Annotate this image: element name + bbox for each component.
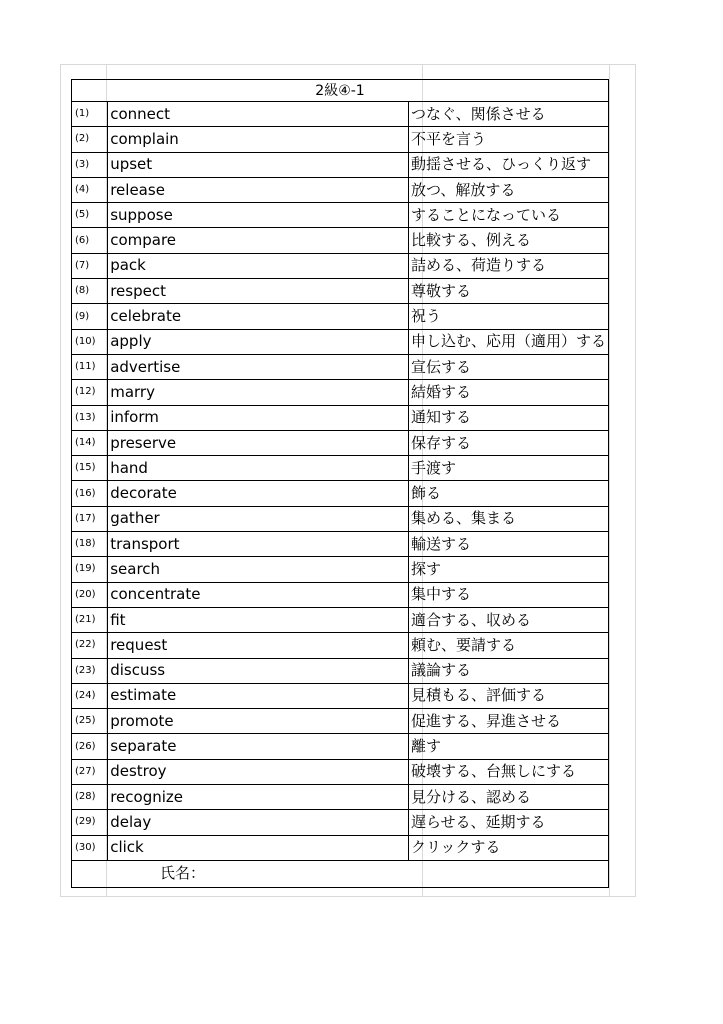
english-word: search: [108, 557, 409, 582]
japanese-meaning: することになっている: [408, 203, 608, 228]
english-word: apply: [108, 329, 409, 354]
japanese-meaning: 輸送する: [408, 532, 608, 557]
japanese-meaning: 離す: [408, 734, 608, 759]
table-row: [72, 506, 609, 531]
english-word: fit: [108, 607, 409, 632]
table-row: [72, 532, 609, 557]
table-row: [72, 304, 609, 329]
row-number: (24): [72, 683, 108, 708]
english-word: recognize: [108, 785, 409, 810]
row-number: (17): [72, 506, 108, 531]
table-row: [72, 152, 609, 177]
english-word: delay: [108, 810, 409, 835]
table-row: [72, 633, 609, 658]
row-number: (30): [72, 835, 108, 860]
japanese-meaning: 探す: [408, 557, 608, 582]
japanese-meaning: 遅らせる、延期する: [408, 810, 608, 835]
row-number: (21): [72, 607, 108, 632]
japanese-meaning: 保存する: [408, 430, 608, 455]
table-row: [72, 810, 609, 835]
table-row: [72, 354, 609, 379]
row-number: (16): [72, 481, 108, 506]
row-number: (4): [72, 177, 108, 202]
row-number: (10): [72, 329, 108, 354]
english-word: decorate: [108, 481, 409, 506]
japanese-meaning: 比較する、例える: [408, 228, 608, 253]
english-word: promote: [108, 709, 409, 734]
table-row: [72, 380, 609, 405]
sheet-title: 2級④-1: [72, 80, 609, 102]
english-word: marry: [108, 380, 409, 405]
english-word: request: [108, 633, 409, 658]
english-word: connect: [108, 102, 409, 127]
english-word: release: [108, 177, 409, 202]
table-row: [72, 683, 609, 708]
table-row: [72, 102, 609, 127]
english-word: celebrate: [108, 304, 409, 329]
japanese-meaning: 通知する: [408, 405, 608, 430]
japanese-meaning: 尊敬する: [408, 279, 608, 304]
japanese-meaning: 見分ける、認める: [408, 785, 608, 810]
row-number: (11): [72, 354, 108, 379]
table-row: [72, 127, 609, 152]
row-number: (9): [72, 304, 108, 329]
row-number: (8): [72, 279, 108, 304]
row-number: (20): [72, 582, 108, 607]
japanese-meaning: 適合する、収める: [408, 607, 608, 632]
japanese-meaning: 頼む、要請する: [408, 633, 608, 658]
row-number: (25): [72, 709, 108, 734]
table-row: [72, 228, 609, 253]
english-word: compare: [108, 228, 409, 253]
english-word: complain: [108, 127, 409, 152]
japanese-meaning: 動揺させる、ひっくり返す: [408, 152, 608, 177]
table-row: [72, 253, 609, 278]
english-word: destroy: [108, 759, 409, 784]
row-number: (7): [72, 253, 108, 278]
table-row: [72, 658, 609, 683]
japanese-meaning: 促進する、昇進させる: [408, 709, 608, 734]
table-row: [72, 405, 609, 430]
table-row: [72, 177, 609, 202]
table-row: [72, 835, 609, 860]
japanese-meaning: 申し込む、応用（適用）する: [408, 329, 608, 354]
english-word: advertise: [108, 354, 409, 379]
english-word: preserve: [108, 430, 409, 455]
row-number: (5): [72, 203, 108, 228]
japanese-meaning: 議論する: [408, 658, 608, 683]
table-row: [72, 607, 609, 632]
table-row: [72, 734, 609, 759]
english-word: estimate: [108, 683, 409, 708]
japanese-meaning: 結婚する: [408, 380, 608, 405]
row-number: (1): [72, 102, 108, 127]
english-word: hand: [108, 456, 409, 481]
japanese-meaning: 手渡す: [408, 456, 608, 481]
table-row: [72, 759, 609, 784]
row-number: (29): [72, 810, 108, 835]
row-number: (23): [72, 658, 108, 683]
japanese-meaning: 祝う: [408, 304, 608, 329]
title-row: [72, 80, 609, 102]
name-row: [72, 860, 609, 887]
japanese-meaning: 飾る: [408, 481, 608, 506]
row-number: (18): [72, 532, 108, 557]
english-word: pack: [108, 253, 409, 278]
japanese-meaning: 宣伝する: [408, 354, 608, 379]
japanese-meaning: 不平を言う: [408, 127, 608, 152]
row-number: (12): [72, 380, 108, 405]
japanese-meaning: つなぐ、関係させる: [408, 102, 608, 127]
name-label: 氏名：: [72, 860, 609, 887]
english-word: concentrate: [108, 582, 409, 607]
english-word: suppose: [108, 203, 409, 228]
row-number: (6): [72, 228, 108, 253]
table-row: [72, 329, 609, 354]
japanese-meaning: クリックする: [408, 835, 608, 860]
english-word: respect: [108, 279, 409, 304]
row-number: (2): [72, 127, 108, 152]
japanese-meaning: 集中する: [408, 582, 608, 607]
english-word: upset: [108, 152, 409, 177]
japanese-meaning: 詰める、荷造りする: [408, 253, 608, 278]
japanese-meaning: 集める、集まる: [408, 506, 608, 531]
table-row: [72, 279, 609, 304]
table-row: [72, 709, 609, 734]
row-number: (28): [72, 785, 108, 810]
english-word: click: [108, 835, 409, 860]
row-number: (13): [72, 405, 108, 430]
english-word: separate: [108, 734, 409, 759]
vocabulary-table: [71, 79, 609, 888]
table-row: [72, 481, 609, 506]
table-row: [72, 785, 609, 810]
row-number: (26): [72, 734, 108, 759]
row-number: (22): [72, 633, 108, 658]
english-word: discuss: [108, 658, 409, 683]
english-word: transport: [108, 532, 409, 557]
table-row: [72, 430, 609, 455]
japanese-meaning: 見積もる、評価する: [408, 683, 608, 708]
english-word: gather: [108, 506, 409, 531]
row-number: (14): [72, 430, 108, 455]
row-number: (27): [72, 759, 108, 784]
table-row: [72, 203, 609, 228]
table-row: [72, 582, 609, 607]
row-number: (19): [72, 557, 108, 582]
japanese-meaning: 破壊する、台無しにする: [408, 759, 608, 784]
table-row: [72, 456, 609, 481]
row-number: (3): [72, 152, 108, 177]
japanese-meaning: 放つ、解放する: [408, 177, 608, 202]
row-number: (15): [72, 456, 108, 481]
english-word: inform: [108, 405, 409, 430]
table-row: [72, 557, 609, 582]
